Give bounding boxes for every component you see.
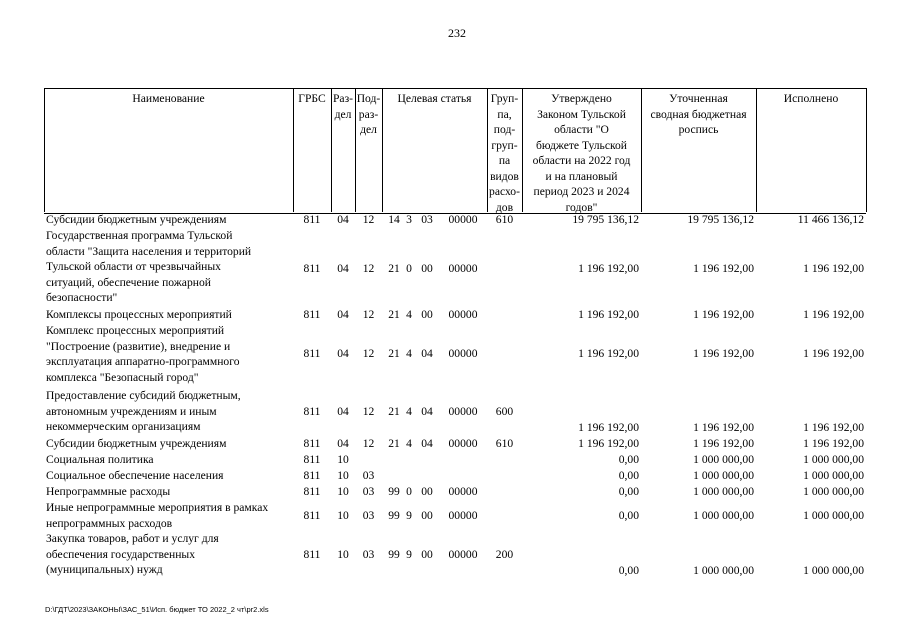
row-grbs: 811 — [303, 485, 321, 498]
row-grbs: 811 — [303, 453, 321, 466]
row-t4: 00000 — [448, 213, 478, 226]
row-approved: 19 795 136,12 — [572, 213, 639, 226]
row-vr: 610 — [495, 213, 514, 226]
row-rz: 10 — [337, 485, 349, 498]
row-refined: 1 000 000,00 — [693, 453, 754, 466]
header-executed: Исполнено — [783, 92, 839, 105]
row-t3: 04 — [421, 405, 433, 418]
row-t2: 9 — [406, 509, 412, 522]
row-t1: 99 — [388, 548, 400, 561]
row-pr: 12 — [362, 347, 375, 360]
row-vr: 600 — [495, 405, 514, 418]
row-pr: 03 — [362, 485, 375, 498]
row-t3: 04 — [421, 347, 433, 360]
row-executed: 1 000 000,00 — [803, 509, 864, 522]
row-name: Социальная политика — [46, 453, 154, 466]
page-number: 232 — [448, 26, 466, 40]
row-t3: 03 — [421, 213, 433, 226]
row-grbs: 811 — [303, 347, 321, 360]
header-group: Груп- па, под- груп- па видов расхо- дов — [489, 92, 520, 214]
row-vr: 200 — [495, 548, 514, 561]
row-executed: 1 000 000,00 — [803, 469, 864, 482]
row-pr: 12 — [362, 405, 375, 418]
row-grbs: 811 — [303, 308, 321, 321]
row-grbs: 811 — [303, 437, 321, 450]
row-rz: 10 — [337, 509, 349, 522]
row-t1: 21 — [388, 405, 400, 418]
row-executed: 1 196 192,00 — [803, 262, 864, 275]
row-name: Субсидии бюджетным учреждениям — [46, 437, 227, 450]
row-approved: 1 196 192,00 — [578, 308, 639, 321]
row-refined: 1 000 000,00 — [693, 564, 754, 577]
row-name: Иные непрограммные мероприятия в рамках непрограммных расходов — [46, 501, 269, 530]
row-grbs: 811 — [303, 469, 321, 482]
row-t4: 00000 — [448, 437, 478, 450]
row-name: Комплексы процессных мероприятий — [46, 308, 232, 321]
row-refined: 1 196 192,00 — [693, 262, 754, 275]
row-executed: 1 000 000,00 — [803, 453, 864, 466]
row-vr: 610 — [495, 437, 514, 450]
row-t1: 21 — [388, 262, 400, 275]
row-rz: 10 — [337, 469, 349, 482]
row-t2: 4 — [406, 347, 412, 360]
row-approved: 1 196 192,00 — [578, 262, 639, 275]
row-t2: 9 — [406, 548, 412, 561]
row-t4: 00000 — [448, 548, 478, 561]
row-pr: 12 — [362, 213, 375, 226]
row-approved: 1 196 192,00 — [578, 347, 639, 360]
row-name: Предоставление субсидий бюджетным, автономным учреждениям и иным некоммерческим организациям — [46, 389, 241, 433]
row-pr: 03 — [362, 469, 375, 482]
row-approved: 0,00 — [618, 509, 639, 522]
row-t2: 0 — [406, 262, 412, 275]
row-rz: 04 — [337, 405, 349, 418]
row-rz: 04 — [337, 308, 349, 321]
row-approved: 0,00 — [618, 453, 639, 466]
row-grbs: 811 — [303, 548, 321, 561]
row-grbs: 811 — [303, 213, 321, 226]
row-t1: 99 — [388, 509, 400, 522]
row-t2: 4 — [406, 308, 412, 321]
row-t2: 0 — [406, 485, 412, 498]
row-t1: 21 — [388, 347, 400, 360]
row-name: Субсидии бюджетным учреждениям — [46, 213, 227, 226]
divider — [44, 88, 45, 212]
row-refined: 1 196 192,00 — [693, 437, 754, 450]
row-t2: 3 — [406, 213, 412, 226]
row-rz: 04 — [337, 347, 349, 360]
header-approved: Утверждено Законом Тульской области "О бюджете Тульской области на 2022 год и на плановый период 2023 и 2024 годов" — [532, 92, 631, 214]
footer-file-path: D:\ГДТ\2023\ЗАКОНЫ\ЗАС_51\Исп. бюджет ТО 2022_2 чт\pr2.xls — [45, 605, 269, 614]
row-executed: 1 196 192,00 — [803, 347, 864, 360]
row-t1: 21 — [388, 437, 400, 450]
divider — [866, 88, 867, 212]
row-t1: 99 — [388, 485, 400, 498]
header-razdel: Раз- дел — [332, 92, 354, 121]
row-name: Государственная программа Тульской области "Защита населения и территорий Тульской области от чрезвычайных ситуаций, обеспечение пожарной безопасности" — [46, 229, 252, 304]
row-name: Непрограммные расходы — [46, 485, 171, 498]
row-t2: 4 — [406, 437, 412, 450]
row-t4: 00000 — [448, 308, 478, 321]
row-t4: 00000 — [448, 509, 478, 522]
row-refined: 19 795 136,12 — [687, 213, 754, 226]
row-rz: 10 — [337, 548, 349, 561]
row-rz: 04 — [337, 437, 349, 450]
divider — [756, 88, 757, 212]
row-pr: 03 — [362, 509, 375, 522]
row-approved: 0,00 — [618, 564, 639, 577]
divider — [293, 88, 294, 212]
row-pr: 12 — [362, 308, 375, 321]
row-executed: 1 196 192,00 — [803, 437, 864, 450]
header-grbs: ГРБС — [298, 92, 326, 105]
row-approved: 0,00 — [618, 485, 639, 498]
row-pr: 12 — [362, 437, 375, 450]
row-t3: 00 — [421, 509, 433, 522]
row-executed: 11 466 136,12 — [797, 213, 864, 226]
row-grbs: 811 — [303, 405, 321, 418]
row-pr: 12 — [362, 262, 375, 275]
row-refined: 1 196 192,00 — [693, 308, 754, 321]
divider — [382, 88, 383, 212]
header-name: Наименование — [132, 92, 205, 105]
row-t2: 4 — [406, 405, 412, 418]
row-refined: 1 196 192,00 — [693, 421, 754, 434]
row-t3: 00 — [421, 485, 433, 498]
row-grbs: 811 — [303, 262, 321, 275]
row-t4: 00000 — [448, 485, 478, 498]
row-refined: 1 196 192,00 — [693, 347, 754, 360]
row-grbs: 811 — [303, 509, 321, 522]
row-t3: 00 — [421, 262, 433, 275]
row-t4: 00000 — [448, 262, 478, 275]
row-executed: 1 000 000,00 — [803, 485, 864, 498]
row-name: Комплекс процессных мероприятий "Построение (развитие), внедрение и эксплуатация аппаратно-программного комплекса "Безопасный город" — [46, 324, 240, 384]
row-pr: 03 — [362, 548, 375, 561]
row-name: Социальное обеспечение населения — [46, 469, 224, 482]
header-podrazdel: Под- раз- дел — [356, 92, 381, 137]
row-name: Закупка товаров, работ и услуг для обеспечения государственных (муниципальных) нужд — [46, 532, 219, 576]
row-rz: 10 — [337, 453, 349, 466]
row-t4: 00000 — [448, 347, 478, 360]
row-refined: 1 000 000,00 — [693, 509, 754, 522]
row-approved: 1 196 192,00 — [578, 437, 639, 450]
row-executed: 1 196 192,00 — [803, 308, 864, 321]
row-rz: 04 — [337, 262, 349, 275]
row-executed: 1 000 000,00 — [803, 564, 864, 577]
row-approved: 0,00 — [618, 469, 639, 482]
row-t3: 00 — [421, 548, 433, 561]
row-approved: 1 196 192,00 — [578, 421, 639, 434]
row-t1: 14 — [388, 213, 400, 226]
row-t1: 21 — [388, 308, 400, 321]
header-target: Целевая статья — [397, 92, 472, 105]
row-refined: 1 000 000,00 — [693, 469, 754, 482]
row-t4: 00000 — [448, 405, 478, 418]
row-rz: 04 — [337, 213, 349, 226]
row-t3: 04 — [421, 437, 433, 450]
header-refined: Уточненная сводная бюджетная роспись — [650, 92, 747, 137]
row-executed: 1 196 192,00 — [803, 421, 864, 434]
row-refined: 1 000 000,00 — [693, 485, 754, 498]
row-t3: 00 — [421, 308, 433, 321]
